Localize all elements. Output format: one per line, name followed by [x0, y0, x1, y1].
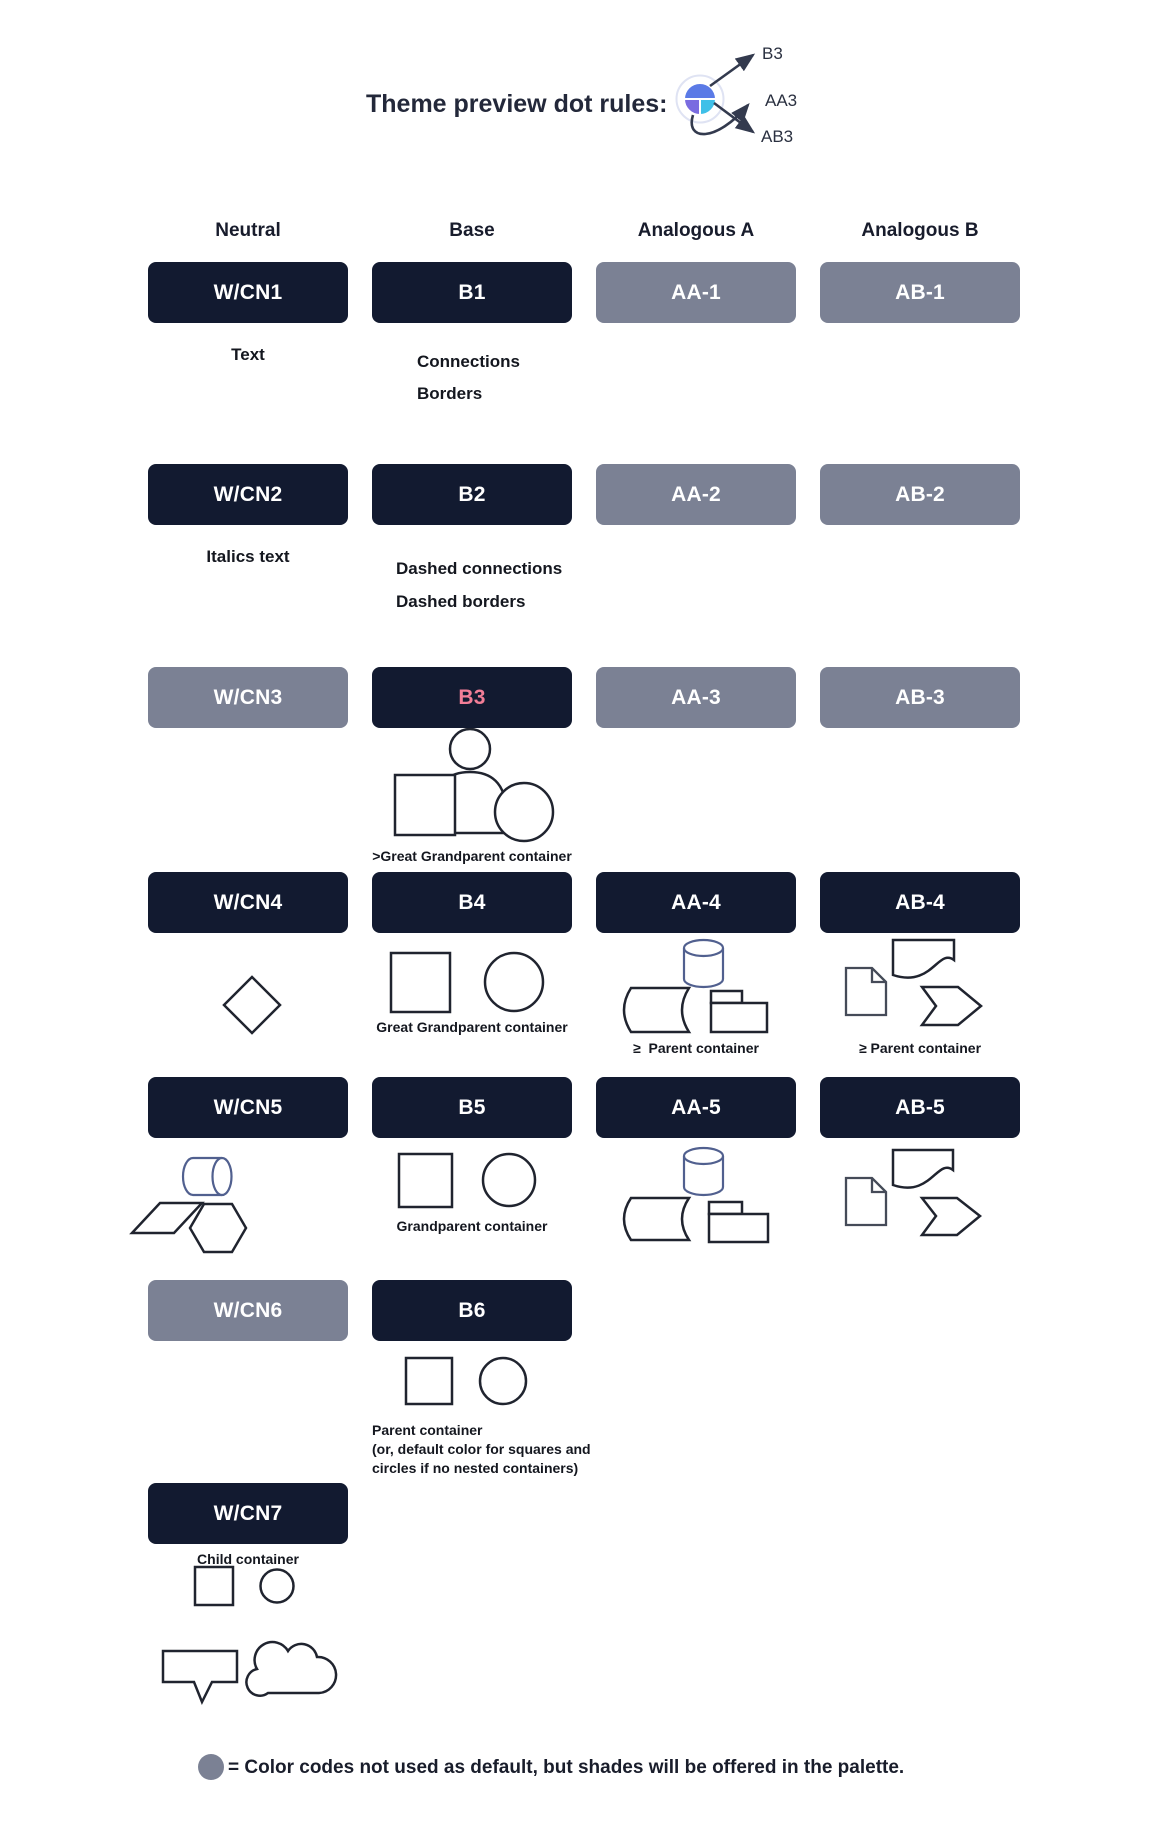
caption-line: Dashed borders	[396, 592, 526, 611]
wave-banner-icon	[893, 1150, 953, 1188]
grandparent-shapes	[399, 1154, 535, 1207]
tabbed-rect-icon	[709, 1202, 768, 1242]
wave-banner-icon	[893, 940, 954, 978]
column-header-neutral: Neutral	[215, 220, 281, 241]
chip-b5: B5	[372, 1077, 572, 1138]
stored-data-icon	[624, 988, 689, 1032]
chevron-icon	[922, 987, 981, 1025]
circle-shape	[485, 953, 543, 1011]
ab4-shapes	[846, 940, 981, 1025]
person-head-icon	[450, 729, 490, 769]
horizontal-cylinder-icon	[183, 1158, 231, 1195]
chip-ab3: AB-3	[820, 667, 1020, 728]
tabbed-rect-icon	[711, 991, 767, 1032]
chip-b2: B2	[372, 464, 572, 525]
caption-parent-ge-ab: ≥ Parent container	[858, 1040, 982, 1056]
column-header-analogous-a: Analogous A	[637, 220, 755, 241]
chip-aa4: AA-4	[596, 872, 796, 933]
document-icon	[846, 968, 886, 1015]
dot-label-aa3: AA3	[765, 91, 798, 110]
column-header-analogous-b: Analogous B	[861, 220, 979, 241]
chip-ab2: AB-2	[820, 464, 1020, 525]
page-title: Theme preview dot rules:	[366, 90, 668, 118]
great-grandparent-gt-shapes	[395, 729, 553, 841]
dot-label-b3: B3	[762, 44, 783, 63]
circle-shape	[480, 1358, 526, 1404]
cylinder-icon	[684, 1148, 723, 1195]
caption-great-grandparent: Great Grandparent container	[376, 1019, 568, 1035]
square-shape	[195, 1567, 233, 1605]
square-shape	[395, 775, 455, 835]
aa5-shapes	[624, 1148, 768, 1242]
chip-wcn4: W/CN4	[148, 872, 348, 933]
stored-data-icon	[624, 1198, 689, 1240]
chip-ab5: AB-5	[820, 1077, 1020, 1138]
circle-shape	[261, 1570, 294, 1603]
caption-line: Connections	[417, 352, 520, 371]
circle-shape	[483, 1154, 535, 1206]
cylinder-icon	[684, 940, 723, 987]
chevron-icon	[922, 1198, 980, 1235]
caption-italics-text: Italics text	[206, 547, 290, 566]
great-grandparent-shapes	[391, 953, 543, 1012]
child-shapes	[163, 1567, 336, 1702]
chip-wcn5: W/CN5	[148, 1077, 348, 1138]
cloud-icon	[246, 1642, 336, 1696]
wcn5-shapes	[132, 1158, 246, 1252]
circle-shape	[495, 783, 553, 841]
arrow-to-b3	[710, 55, 753, 86]
ab5-shapes	[846, 1150, 980, 1235]
chip-b6: B6	[372, 1280, 572, 1341]
square-shape	[391, 953, 450, 1012]
chip-b3: B3	[372, 667, 572, 728]
gray-dot-icon	[198, 1754, 224, 1780]
aa4-shapes	[624, 940, 767, 1032]
column-header-base: Base	[449, 220, 495, 241]
caption-line: (or, default color for squares and	[372, 1441, 591, 1457]
caption-grandparent: Grandparent container	[396, 1218, 548, 1234]
chip-wcn6: W/CN6	[148, 1280, 348, 1341]
square-shape	[399, 1154, 452, 1207]
chip-wcn7: W/CN7	[148, 1483, 348, 1544]
chip-aa5: AA-5	[596, 1077, 796, 1138]
caption-line: Parent container	[372, 1422, 483, 1438]
caption-dashed	[396, 552, 562, 618]
chip-aa1: AA-1	[596, 262, 796, 323]
chip-wcn1: W/CN1	[148, 262, 348, 323]
chip-wcn2: W/CN2	[148, 464, 348, 525]
chip-aa2: AA-2	[596, 464, 796, 525]
caption-line: Dashed connections	[396, 559, 563, 578]
chip-wcn3: W/CN3	[148, 667, 348, 728]
caption-child-container: Child container	[197, 1551, 299, 1567]
chip-b4: B4	[372, 872, 572, 933]
hexagon-icon	[190, 1204, 246, 1252]
caption-parent-container	[372, 1421, 591, 1478]
square-shape	[406, 1358, 452, 1404]
chip-aa3: AA-3	[596, 667, 796, 728]
caption-line: Borders	[417, 384, 483, 403]
chip-ab1: AB-1	[820, 262, 1020, 323]
caption-connections-borders	[417, 346, 520, 410]
chip-b1: B1	[372, 262, 572, 323]
dot-label-ab3: AB3	[761, 127, 794, 146]
chip-ab4: AB-4	[820, 872, 1020, 933]
speech-bubble-icon	[163, 1651, 237, 1702]
document-icon	[846, 1178, 886, 1225]
parent-shapes	[406, 1358, 526, 1404]
caption-gt-great-grandparent: >Great Grandparent container	[372, 848, 572, 864]
diamond-shape	[224, 977, 280, 1033]
footnote-text: = Color codes not used as default, but shades will be offered in the palette.	[228, 1757, 905, 1778]
caption-parent-ge-aa: ≥ Parent container	[633, 1040, 759, 1056]
caption-text: Text	[231, 345, 265, 364]
caption-line: circles if no nested containers)	[372, 1460, 579, 1476]
